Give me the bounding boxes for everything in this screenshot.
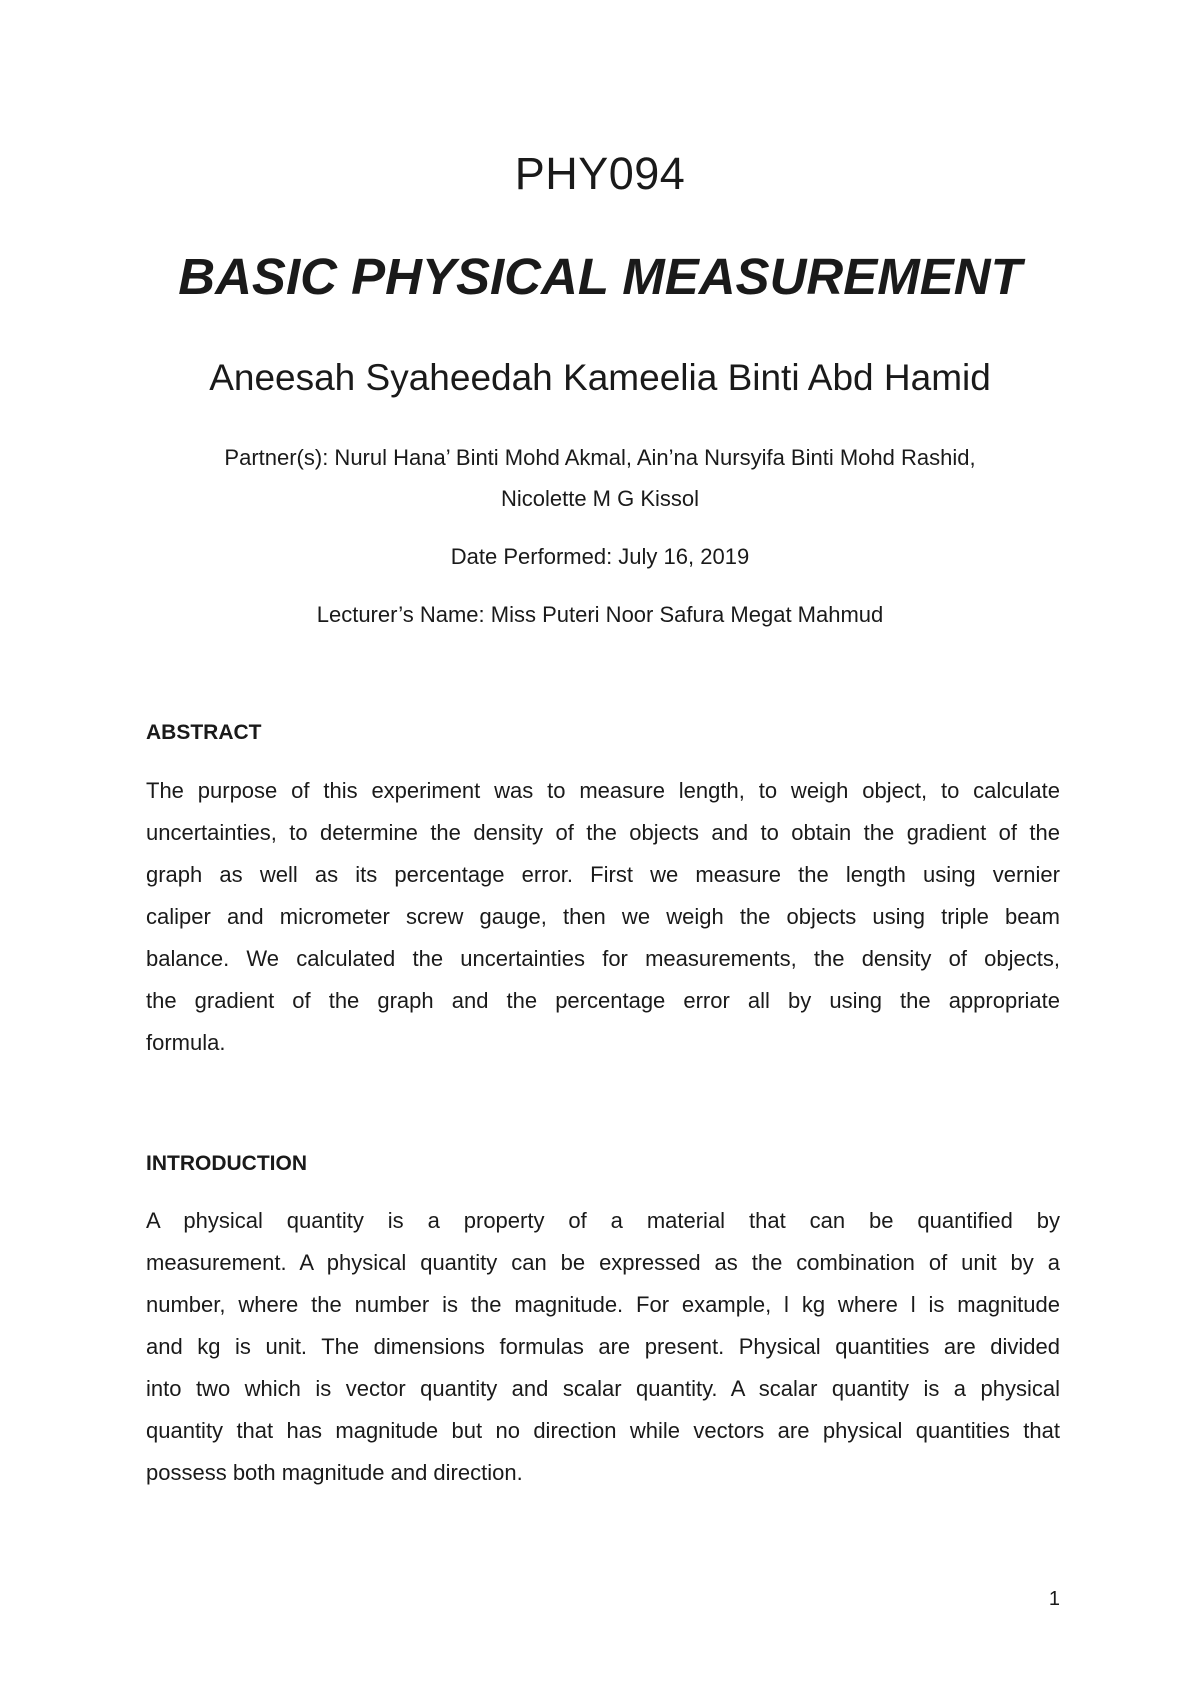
abstract-heading: ABSTRACT xyxy=(146,721,262,744)
document-title: BASIC PHYSICAL MEASUREMENT xyxy=(178,248,1022,305)
date-performed: Date Performed: July 16, 2019 xyxy=(450,544,750,569)
introduction-line: A physical quantity is a property of a material that can be quantified by xyxy=(146,1208,1060,1233)
introduction-line: number, where the number is the magnitude. For example, l kg where l is magnitude xyxy=(146,1292,1060,1317)
author-name: Aneesah Syaheedah Kameelia Binti Abd Hamid xyxy=(209,357,991,398)
lecturer-name: Lecturer’s Name: Miss Puteri Noor Safura Megat Mahmud xyxy=(316,602,884,627)
introduction-line: measurement. A physical quantity can be expressed as the combination of unit by a xyxy=(146,1250,1060,1275)
abstract-line: the gradient of the graph and the percentage error all by using the appropriate xyxy=(146,988,1060,1013)
partners-line-2: Nicolette M G Kissol xyxy=(500,486,700,511)
introduction-line: and kg is unit. The dimensions formulas are present. Physical quantities are divided xyxy=(146,1334,1060,1359)
abstract-line: graph as well as its percentage error. First we measure the length using vernier xyxy=(146,862,1060,887)
abstract-line: The purpose of this experiment was to measure length, to weigh object, to calculate xyxy=(146,778,1060,803)
course-code: PHY094 xyxy=(514,148,686,199)
page-number: 1 xyxy=(1048,1588,1060,1610)
introduction-line: into two which is vector quantity and scalar quantity. A scalar quantity is a physical xyxy=(146,1376,1060,1401)
partners-line-1: Partner(s): Nurul Hana’ Binti Mohd Akmal, Ain’na Nursyifa Binti Mohd Rashid, xyxy=(224,445,976,470)
abstract-line: uncertainties, to determine the density of the objects and to obtain the gradient of the xyxy=(146,820,1060,845)
introduction-heading: INTRODUCTION xyxy=(146,1152,307,1175)
introduction-paragraph xyxy=(146,1200,1060,1494)
introduction-line: possess both magnitude and direction. xyxy=(146,1460,523,1485)
abstract-line: caliper and micrometer screw gauge, then we weigh the objects using triple beam xyxy=(146,904,1060,929)
introduction-line: quantity that has magnitude but no direction while vectors are physical quantities that xyxy=(146,1418,1060,1443)
abstract-paragraph xyxy=(146,770,1060,1064)
abstract-line: formula. xyxy=(146,1030,226,1055)
abstract-line: balance. We calculated the uncertainties for measurements, the density of objects, xyxy=(146,946,1060,971)
